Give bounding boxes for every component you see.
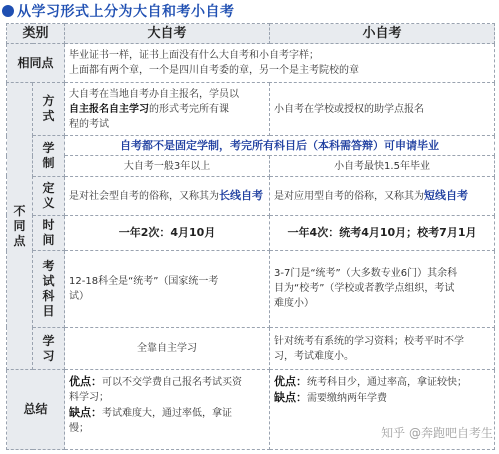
row-study [7,327,495,370]
definition-small-highlight: 短线自考 [424,188,469,202]
label-summary: 总结 [7,370,65,450]
definition-big-highlight: 长线自考 [219,188,264,202]
label-study: 学 习 [33,327,65,370]
label-differences: 不 同 点 [7,83,33,370]
cell-time-small: 一年4次：统考4月10月；校考7月1月 [270,215,495,251]
cell-system-big: 大自考一般3年以上 [65,156,270,176]
header-small: 小自考 [270,24,495,44]
cell-method-big: 大自考在当地自考办自主报名，学员以 自主报名自主学习的形式考完所有课 程的考试 [65,83,270,136]
page-title: 从学习形式上分为大自和考小自考 [17,4,235,20]
cell-summary-big: 优点：可以不交学费自己报名考试买资 料学习； 缺点：考试难度大，通过率低，拿证 慢； [65,370,270,450]
header-row [7,24,495,44]
label-time: 时 间 [33,215,65,251]
cell-system-small: 小自考最快1.5年毕业 [270,156,495,176]
similar-line-1: 毕业证书一样，证书上面没有什么大自考和小自考字样； [69,50,320,62]
row-subjects [7,251,495,327]
cell-method-small: 小自考在学校或授权的助学点报名 [270,83,495,136]
cell-time-big: 一年2次：4月10月 [65,215,270,251]
row-system-note [7,136,495,156]
cell-subjects-big: 12-18科全是“统考”（国家统一考 试） [65,251,270,327]
bullet-dot-icon [2,5,14,17]
label-method: 方 式 [33,83,65,136]
comparison-table [6,23,495,450]
row-time [7,215,495,251]
label-system: 学 制 [33,136,65,177]
row-similar [7,44,495,83]
row-system [7,156,495,176]
cell-study-small: 针对统考有系统的学习资料；校考平时不学 习，考试难度小。 [270,327,495,370]
label-similar: 相同点 [7,44,65,83]
cell-subjects-small: 3-7门是“统考”（大多数专业6门）其余科 目为“校考”（学校或者教学点组织，考试 难度小） [270,251,495,327]
cell-summary-small: 优点：统考科目少，通过率高，拿证较快； 缺点：需要缴纳两年学费 [270,370,495,450]
similar-line-2: 上面都有两个章，一个是四川自考委的章，另一个是主考院校的章 [69,65,360,77]
header-big: 大自考 [65,24,270,44]
cell-similar [65,44,495,83]
label-definition: 定 义 [33,176,65,215]
cell-definition-small: 是对应用型自考的俗称，又称其为短线自考 [270,176,495,215]
cell-definition-big: 是对社会型自考的俗称，又称其为长线自考 [65,176,270,215]
title-bar [0,0,499,22]
watermark: 知乎 @奔跑吧自考生 [381,426,493,440]
header-category: 类别 [7,24,65,44]
label-subjects: 考 试 科 目 [33,251,65,327]
cell-system-note: 自考都不是固定学制，考完所有科目后（本科需答辩）可申请毕业 [65,136,495,156]
row-method [7,83,495,136]
row-definition [7,176,495,215]
cell-study-big: 全靠自主学习 [65,327,270,370]
method-bold: 自主报名自主学习 [69,103,150,115]
